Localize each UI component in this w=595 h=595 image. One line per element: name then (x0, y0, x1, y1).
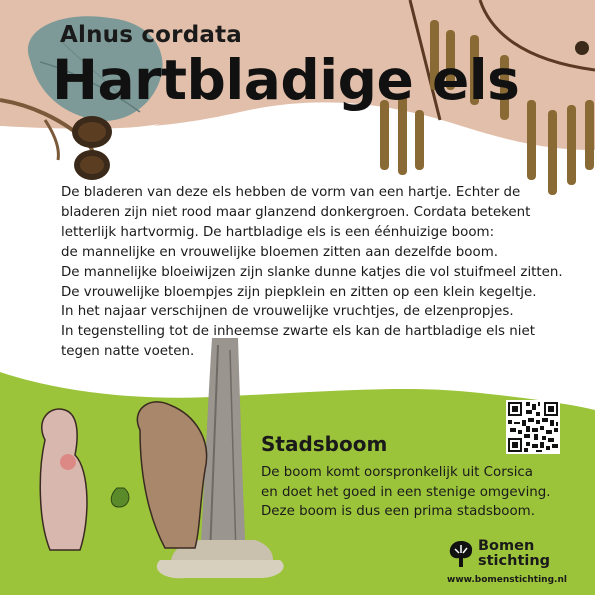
description-line: De bladeren van deze els hebben de vorm van een hartje. Echter de (61, 185, 521, 200)
stadsboom-title: Stadsboom (261, 432, 388, 456)
logo-wordmark (478, 539, 550, 569)
latin-name: Alnus cordata (60, 22, 243, 48)
bomenstichting-logo-icon (447, 537, 475, 569)
common-name: Hartbladige els (52, 48, 520, 112)
cone-illustration (72, 116, 112, 180)
qr-code[interactable] (506, 400, 560, 454)
description-text (61, 183, 563, 362)
logo-line2: stichting (478, 553, 551, 569)
description-line: In tegenstelling tot de inheemse zwarte els kan de hartbladige els niet (61, 324, 535, 340)
stadsboom-line: Deze boom is dus een prima stadsboom. (261, 504, 535, 520)
logo-line1: Bomen (478, 538, 535, 554)
pig-left-illustration (40, 409, 87, 550)
website-url[interactable]: www.bomenstichting.nl (447, 575, 567, 585)
description-line: de mannelijke en vrouwelijke bloemen zitten aan dezelfde boom. (61, 244, 498, 260)
pig-right-illustration (137, 402, 206, 548)
description-line: De vrouwelijke bloempjes zijn piepklein en zitten op een klein kegeltje. (61, 284, 537, 300)
description-line: tegen natte voeten. (61, 344, 195, 360)
stadsboom-text (261, 463, 561, 522)
description-line: In het najaar verschijnen de vrouwelijke vruchtjes, de elzenpropjes. (61, 304, 514, 320)
description-line: De mannelijke bloeiwijzen zijn slanke dunne katjes die vol stuifmeel zitten. (61, 264, 563, 280)
description-line: letterlijk hartvormig. De hartbladige els is een éénhuizige boom: (61, 224, 495, 240)
stadsboom-line: De boom komt oorspronkelijk uit Corsica (261, 465, 533, 480)
small-leaf-illustration (111, 488, 129, 507)
description-line: bladeren zijn niet rood maar glanzend donkergroen. Cordata betekent (61, 204, 531, 220)
stadsboom-line: en doet het goed in een stenige omgeving. (261, 484, 551, 500)
